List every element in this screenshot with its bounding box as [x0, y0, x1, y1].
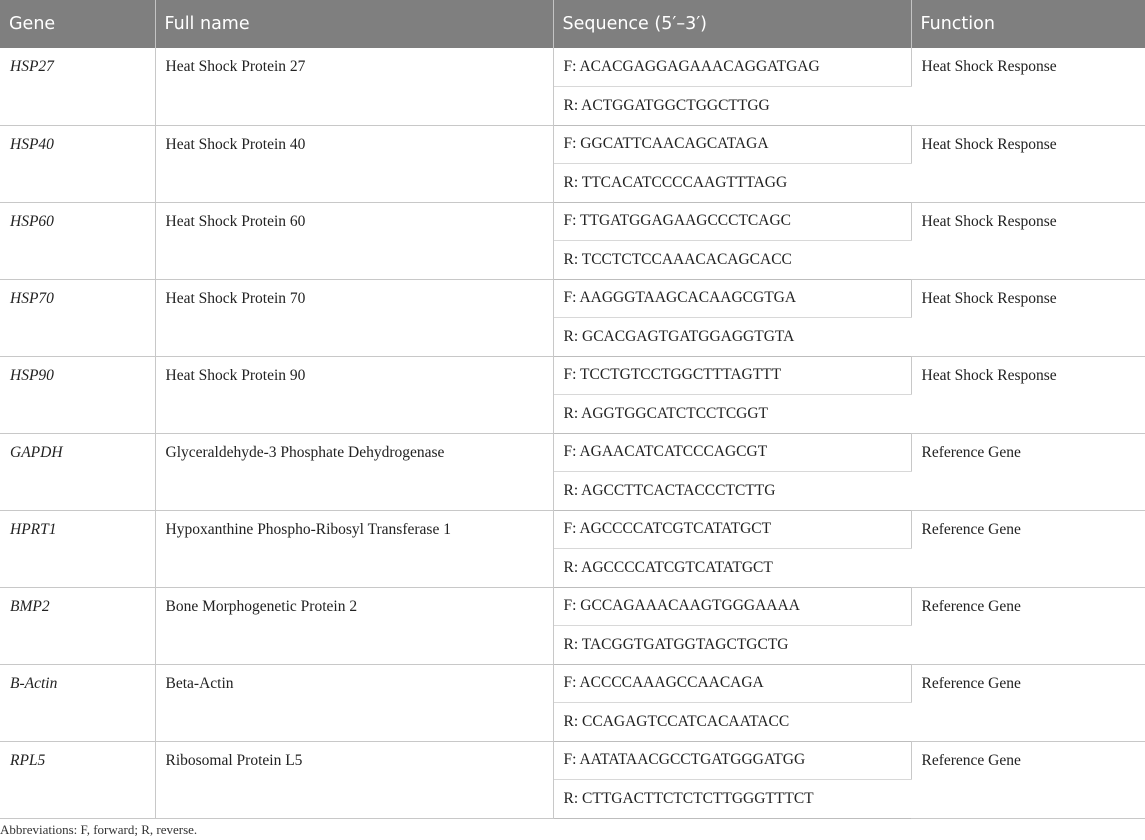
- reverse-primer-cell: R: AGCCTTCACTACCCTCTTG: [553, 472, 911, 511]
- reverse-primer-cell: R: ACTGGATGGCTGGCTTGG: [553, 87, 911, 126]
- gene-cell: BMP2: [0, 587, 155, 664]
- gene-cell: HSP40: [0, 125, 155, 202]
- table-row-forward: [0, 587, 1145, 626]
- function-cell: Heat Shock Response: [911, 48, 1145, 125]
- table-row-forward: [0, 356, 1145, 395]
- gene-cell: HSP27: [0, 48, 155, 125]
- gene-cell: HSP70: [0, 279, 155, 356]
- table-header: [0, 0, 1145, 48]
- function-cell: Heat Shock Response: [911, 202, 1145, 279]
- table-row-forward: [0, 202, 1145, 241]
- full-name-cell: Ribosomal Protein L5: [155, 741, 553, 818]
- function-cell: Reference Gene: [911, 587, 1145, 664]
- table-row-forward: [0, 664, 1145, 703]
- header-sequence: Sequence (5′–3′): [553, 0, 911, 48]
- function-cell: Heat Shock Response: [911, 356, 1145, 433]
- full-name-cell: Heat Shock Protein 27: [155, 48, 553, 125]
- reverse-primer-cell: R: AGCCCCATCGTCATATGCT: [553, 549, 911, 588]
- full-name-cell: Beta-Actin: [155, 664, 553, 741]
- table-row-forward: [0, 48, 1145, 87]
- function-cell: Reference Gene: [911, 741, 1145, 818]
- table-row-forward: [0, 510, 1145, 549]
- forward-primer-cell: F: AAGGGTAAGCACAAGCGTGA: [553, 279, 911, 318]
- gene-cell: B-Actin: [0, 664, 155, 741]
- table-row-forward: [0, 125, 1145, 164]
- gene-cell: HSP90: [0, 356, 155, 433]
- reverse-primer-cell: R: TACGGTGATGGTAGCTGCTG: [553, 626, 911, 665]
- header-function: Function: [911, 0, 1145, 48]
- reverse-primer-cell: R: TTCACATCCCCAAGTTTAGG: [553, 164, 911, 203]
- gene-cell: HPRT1: [0, 510, 155, 587]
- function-cell: Heat Shock Response: [911, 279, 1145, 356]
- forward-primer-cell: F: GGCATTCAACAGCATAGA: [553, 125, 911, 164]
- full-name-cell: Heat Shock Protein 90: [155, 356, 553, 433]
- function-cell: Heat Shock Response: [911, 125, 1145, 202]
- function-cell: Reference Gene: [911, 664, 1145, 741]
- forward-primer-cell: F: ACCCCAAAGCCAACAGA: [553, 664, 911, 703]
- header-gene: Gene: [0, 0, 155, 48]
- reverse-primer-cell: R: CCAGAGTCCATCACAATACC: [553, 703, 911, 742]
- forward-primer-cell: F: AATATAACGCCTGATGGGATGG: [553, 741, 911, 780]
- full-name-cell: Glyceraldehyde-3 Phosphate Dehydrogenase: [155, 433, 553, 510]
- forward-primer-cell: F: GCCAGAAACAAGTGGGAAAA: [553, 587, 911, 626]
- reverse-primer-cell: R: CTTGACTTCTCTCTTGGGTTTCT: [553, 780, 911, 819]
- full-name-cell: Heat Shock Protein 70: [155, 279, 553, 356]
- full-name-cell: Heat Shock Protein 40: [155, 125, 553, 202]
- forward-primer-cell: F: TCCTGTCCTGGCTTTAGTTT: [553, 356, 911, 395]
- full-name-cell: Hypoxanthine Phospho-Ribosyl Transferase 1: [155, 510, 553, 587]
- gene-cell: HSP60: [0, 202, 155, 279]
- reverse-primer-cell: R: GCACGAGTGATGGAGGTGTA: [553, 318, 911, 357]
- forward-primer-cell: F: AGAACATCATCCCAGCGT: [553, 433, 911, 472]
- forward-primer-cell: F: ACACGAGGAGAAACAGGATGAG: [553, 48, 911, 87]
- reverse-primer-cell: R: AGGTGGCATCTCCTCGGT: [553, 395, 911, 434]
- reverse-primer-cell: R: TCCTCTCCAAACACAGCACC: [553, 241, 911, 280]
- full-name-cell: Heat Shock Protein 60: [155, 202, 553, 279]
- header-full-name: Full name: [155, 0, 553, 48]
- gene-cell: RPL5: [0, 741, 155, 818]
- table-footnote: Abbreviations: F, forward; R, reverse.: [0, 822, 198, 837]
- table-row-forward: [0, 433, 1145, 472]
- header-row: [0, 0, 1145, 48]
- gene-cell: GAPDH: [0, 433, 155, 510]
- full-name-cell: Bone Morphogenetic Protein 2: [155, 587, 553, 664]
- function-cell: Reference Gene: [911, 510, 1145, 587]
- table-body: [0, 48, 1145, 818]
- function-cell: Reference Gene: [911, 433, 1145, 510]
- table-row-forward: [0, 741, 1145, 780]
- forward-primer-cell: F: TTGATGGAGAAGCCCTCAGC: [553, 202, 911, 241]
- table-row-forward: [0, 279, 1145, 318]
- forward-primer-cell: F: AGCCCCATCGTCATATGCT: [553, 510, 911, 549]
